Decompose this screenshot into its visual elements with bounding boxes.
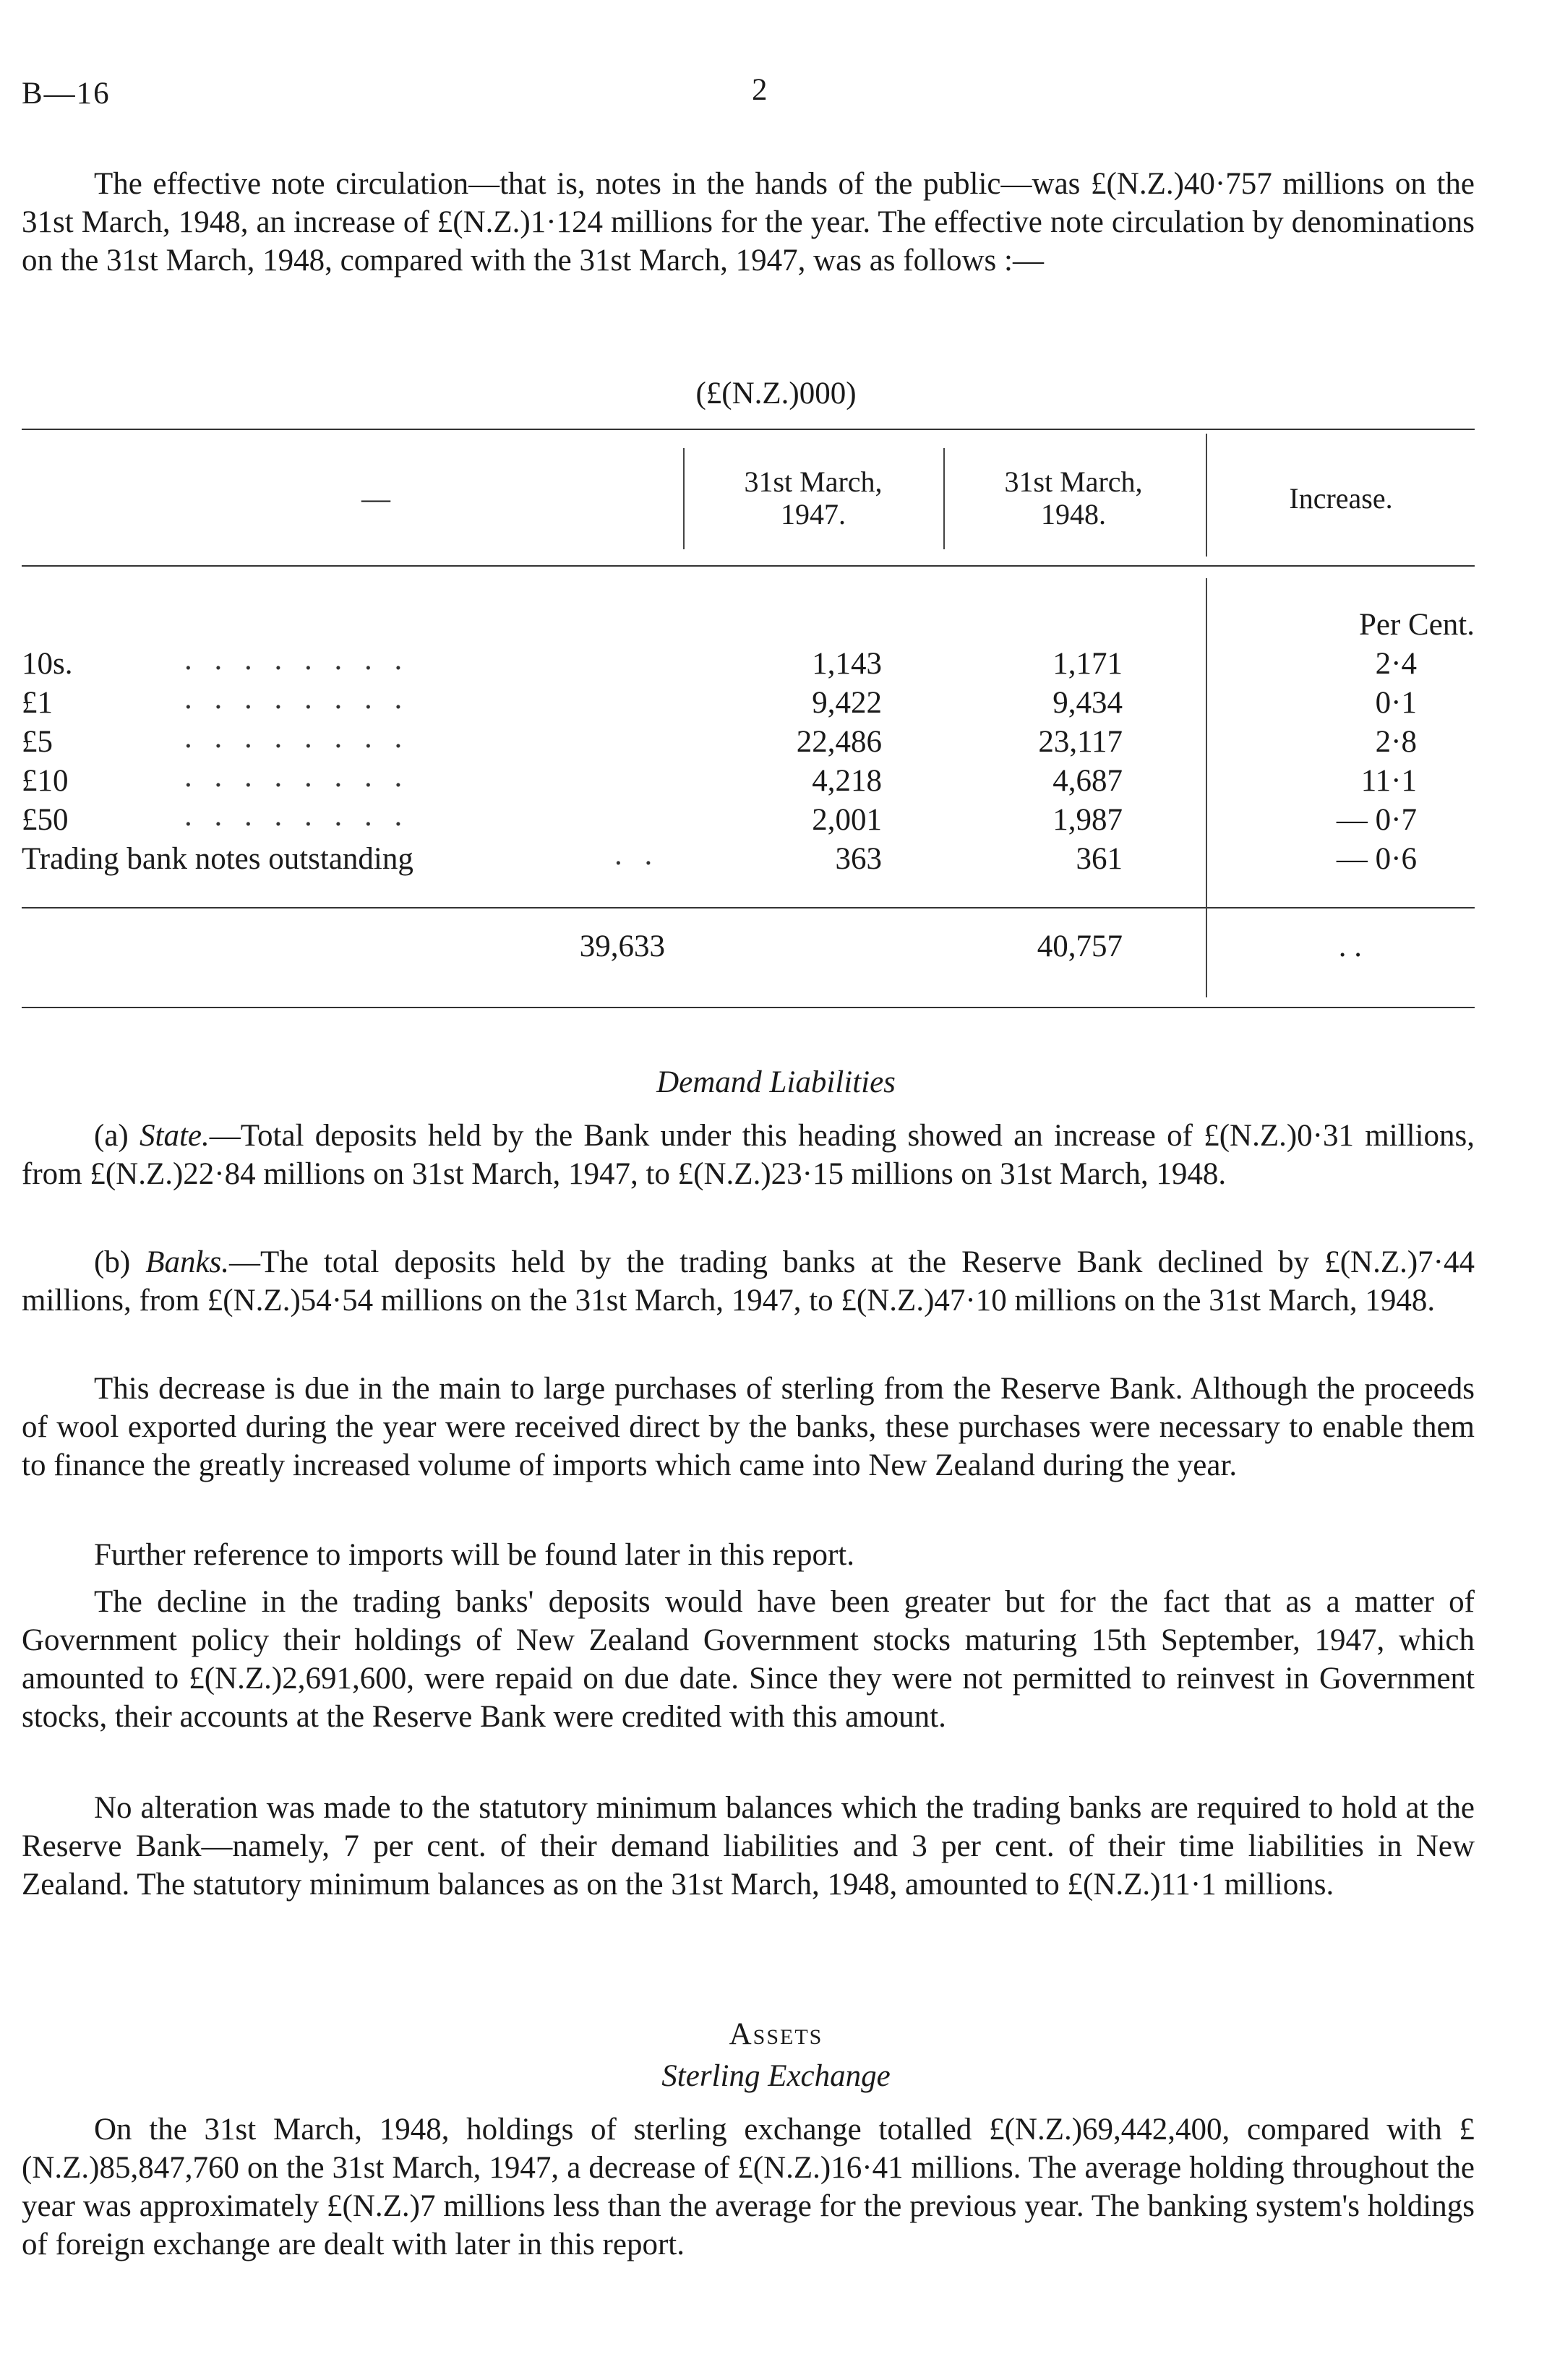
- row-label: £5: [22, 725, 53, 759]
- col-increase: Increase.: [1289, 482, 1393, 515]
- report-reference: B—16: [22, 77, 111, 111]
- state-text: —Total deposits held by the Bank under this heading showed an increase of £(N.Z.)0·31 millions, from £(N.Z.)22·84 millions on 31st March, 1947, to £(N.Z.)23·15 millions on 31st March, 1948.: [22, 1119, 1475, 1191]
- sterling-exchange-heading: Sterling Exchange: [661, 2059, 891, 2093]
- leader-dots: . . . . . . . .: [184, 760, 410, 794]
- value-1948: 4,687: [1052, 764, 1123, 798]
- value-increase: 2·8: [1375, 725, 1417, 759]
- banks-paragraph: [22, 1243, 1475, 1320]
- table-subtotal-rule: [22, 907, 1475, 908]
- state-paragraph: [22, 1117, 1475, 1193]
- value-increase: — 0·7: [1336, 803, 1417, 837]
- table-corner-dash: —: [361, 482, 390, 515]
- col-1947-line2: 1947.: [781, 498, 846, 530]
- table-row: [22, 799, 1475, 840]
- imports-reference-paragraph: Further reference to imports will be found later in this report.: [94, 1538, 854, 1572]
- value-1948: 9,434: [1052, 686, 1123, 720]
- sterling-exchange-paragraph: On the 31st March, 1948, holdings of sterling exchange totalled £(N.Z.)69,442,400, compared with £(N.Z.)85,847,760 on the 31st March, 1947, a decrease of £(N.Z.)16·41 millions. The average holding throughout the year was approximately £(N.Z.)7 millions less than the average for the previous year. The banking system's holdings of foreign exchange are dealt with later in this report.: [22, 2113, 1475, 2261]
- assets-heading: Assets: [729, 2017, 823, 2051]
- value-1948: 23,117: [1038, 725, 1123, 759]
- value-increase: 0·1: [1375, 686, 1417, 720]
- statutory-balances-paragraph: No alteration was made to the statutory minimum balances which the trading banks are required to hold at the Reserve Bank—namely, 7 per cent. of their demand liabilities and 3 per cent. of their time liabilities in New Zealand. The statutory minimum balances as on the 31st March, 1948, amounted to £(N.Z.)11·1 millions.: [22, 1791, 1475, 1902]
- value-1948: 361: [1076, 842, 1123, 876]
- row-label: £10: [22, 764, 69, 798]
- table-row: [22, 682, 1475, 723]
- leader-dots: . . . . . . . .: [184, 682, 410, 716]
- col-1948-line2: 1948.: [1041, 498, 1106, 530]
- banks-title: Banks.: [145, 1245, 230, 1279]
- column-divider: [683, 448, 685, 549]
- value-increase: — 0·6: [1336, 842, 1417, 876]
- banks-marker: (b): [94, 1245, 131, 1279]
- col-1947-line1: 31st March,: [744, 465, 883, 498]
- row-label: Trading bank notes outstanding: [22, 842, 413, 876]
- table-row: [22, 760, 1475, 801]
- leader-dots: . . . . . . . .: [184, 643, 410, 676]
- banks-text: —The total deposits held by the trading banks at the Reserve Bank declined by £(N.Z.)7·44 millions, from £(N.Z.)54·54 millions on the 31st March, 1947, to £(N.Z.)47·10 millions on the 31st March, 1948.: [22, 1245, 1475, 1318]
- decline-paragraph: The decline in the trading banks' deposits would have been greater but for the fact that as a matter of Government policy their holdings of New Zealand Government stocks maturing 15th September, 1947, which amounted to £(N.Z.)2,691,600, were repaid on due date. Since they were not permitted to reinvest in Government stocks, their accounts at the Reserve Bank were credited with this amount.: [22, 1585, 1475, 1734]
- demand-liabilities-heading: Demand Liabilities: [656, 1065, 896, 1099]
- value-1947: 22,486: [796, 725, 882, 759]
- value-1947: 1,143: [812, 647, 882, 681]
- total-1948: 40,757: [1037, 929, 1123, 963]
- percent-unit-label: Per Cent.: [1358, 608, 1475, 642]
- value-1948: 1,171: [1052, 647, 1123, 681]
- total-increase: . .: [1338, 929, 1362, 963]
- state-title: State.: [140, 1119, 210, 1153]
- value-1947: 2,001: [812, 803, 882, 837]
- table-row: [22, 838, 1475, 879]
- intro-paragraph: The effective note circulation—that is, notes in the hands of the public—was £(N.Z.)40·757 millions on the 31st March, 1948, an increase of £(N.Z.)1·124 millions for the year. The effective note circulation by denominations on the 31st March, 1948, compared with the 31st March, 1947, was as follows :—: [22, 167, 1475, 278]
- value-increase: 2·4: [1375, 647, 1417, 681]
- value-1947: 9,422: [812, 686, 882, 720]
- leader-dots: . . . . . . . .: [184, 721, 410, 755]
- table-bottom-rule: [22, 1007, 1475, 1008]
- col-1948-line1: 31st March,: [1004, 465, 1143, 498]
- leader-dots: . . . . . . . .: [184, 799, 410, 833]
- page-number: 2: [752, 73, 768, 107]
- row-label: £1: [22, 686, 53, 720]
- value-increase: 11·1: [1360, 764, 1417, 798]
- table-row: [22, 643, 1475, 684]
- column-divider: [1206, 434, 1207, 557]
- row-label: 10s.: [22, 647, 73, 681]
- value-1947: 363: [835, 842, 882, 876]
- table-header-rule: [22, 565, 1475, 567]
- value-1947: 4,218: [812, 764, 882, 798]
- leader-dots: . .: [614, 838, 660, 872]
- row-label: £50: [22, 803, 69, 837]
- table-unit-caption: (£(N.Z.)000): [695, 377, 857, 411]
- decrease-paragraph: This decrease is due in the main to large purchases of sterling from the Reserve Bank. Although the proceeds of wool exported during the year were received direct by the banks, these purchases were necessary to enable them to finance the greatly increased volume of imports which came into New Zealand during the year.: [22, 1372, 1475, 1482]
- value-1948: 1,987: [1052, 803, 1123, 837]
- total-1947: 39,633: [579, 929, 665, 963]
- table-row: [22, 721, 1475, 762]
- state-marker: (a): [94, 1119, 129, 1153]
- column-divider: [943, 448, 945, 549]
- table-top-rule: [22, 429, 1475, 430]
